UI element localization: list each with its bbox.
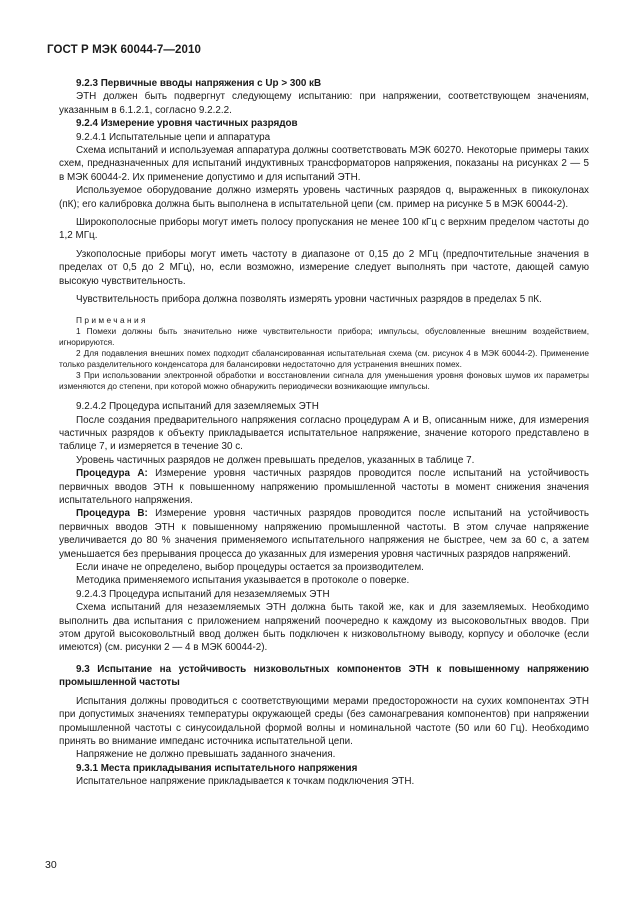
procedure-a-label: Процедура А: bbox=[76, 468, 148, 480]
subsection-heading-9-2-4-2: 9.2.4.2 Процедура испытаний для заземляемых ЭТН bbox=[76, 401, 319, 413]
subsection-heading-9-2-4-3: 9.2.4.3 Процедура испытаний для незаземляемых ЭТН bbox=[76, 588, 330, 600]
document-header: ГОСТ Р МЭК 60044-7—2010 bbox=[47, 44, 201, 56]
paragraph: Уровень частичных разрядов не должен превышать пределов, указанных в таблице 7. bbox=[76, 454, 475, 466]
page-content bbox=[59, 77, 589, 789]
note-1: 1 Помехи должны быть значительно ниже чувствительности прибора; импульсы, обусловленные внешним воздействием, игнорируются. bbox=[59, 325, 589, 347]
note-3: 3 При использовании электронной обработки и восстановлении сигнала для уменьшения уровня фоновых шумов их параметры изменяются до степени, при которой можно обнаружить периодически возникающие импульсы. bbox=[59, 369, 589, 392]
section-heading-9-2-4: 9.2.4 Измерение уровня частичных разрядов bbox=[76, 118, 298, 130]
paragraph: Методика применяемого испытания указывается в протоколе о поверке. bbox=[76, 575, 410, 587]
note-2: 2 Для подавления внешних помех подходит сбалансированная испытательная схема (см. рисунок 4 в МЭК 60044-2). Применение только разделительного конденсатора для балансировки недостаточно для устранения внешних помех. bbox=[59, 347, 589, 369]
paragraph: Чувствительность прибора должна позволять измерять уровни частичных разрядов в пределах 5 пК. bbox=[76, 294, 542, 306]
procedure-a-paragraph bbox=[59, 467, 589, 507]
notes-title: Примечания bbox=[76, 314, 148, 325]
paragraph: Схема испытаний для незаземляемых ЭТН должна быть такой же, как и для заземляемых. Необходимо выполнить два испытания с приложением напряжений поочередно к каждому из высоковольтных вводов. При этом другой высоковольтный ввод должен быть подключен к низковольтному выводу, корпусу и оболочке (если имеются) (см. рисунки 2 — 4 в МЭК 60044-2). bbox=[59, 602, 589, 654]
paragraph: После создания предварительного напряжения согласно процедурам А и В, описанным ниже, для измерения частичных разрядов к объекту прикладывается испытательное напряжение, значение которого представлено в таблице 7, и измеряется в течение 30 с. bbox=[59, 414, 589, 453]
paragraph: Схема испытаний и используемая аппаратура должны соответствовать МЭК 60270. Некоторые примеры таких схем, предназначенных для испытаний индуктивных трансформаторов напряжения, показаны на рисунках 2 — 5 в МЭК 60044-2. Их применение допустимо и для испытаний ЭТН. bbox=[59, 145, 589, 183]
notes-block bbox=[59, 315, 589, 393]
paragraph: Испытания должны проводиться с соответствующими мерами предосторожности на сухих компонентах ЭТН при допустимых значениях температуры окружающей среды (без самонагревания компонентов) при напряжении промышленной частоты с синусоидальной формой волны и номинальной частоте (50 или 60 Гц). Необходимо принять во внимание импеданс источника испытательной цепи. bbox=[59, 695, 589, 747]
section-heading-9-2-3: 9.2.3 Первичные вводы напряжения с Uр > 300 кВ bbox=[76, 78, 322, 89]
procedure-b-label: Процедура В: bbox=[76, 508, 148, 520]
paragraph: Испытательное напряжение прикладывается к точкам подключения ЭТН. bbox=[76, 776, 415, 788]
section-heading-9-3: 9.3 Испытание на устойчивость низковольтных компонентов ЭТН к повышенному напряжению промышленной частоты bbox=[59, 663, 589, 689]
paragraph: Если иначе не определено, выбор процедуры остается за производителем. bbox=[76, 562, 424, 574]
procedure-b-text: Измерение уровня частичных разрядов проводится после испытаний на устойчивость первичных вводов ЭТН к повышенному напряжению промышленной частоты. В этом случае напряжение увеличивается до 80 % значения применяемого испытательного напряжения не быстрее, чем за 60 с, а затем уменьшается без прерывания процесса до указанных для измерения уровня частичных разрядов напряжений. bbox=[59, 508, 589, 560]
paragraph: Широкополосные приборы могут иметь полосу пропускания не менее 100 кГц с верхним пределом частоты до 1,2 МГц. bbox=[59, 217, 589, 242]
page-number: 30 bbox=[45, 859, 57, 871]
paragraph: ЭТН должен быть подвергнут следующему испытанию: при напряжении, соответствующем значениям, указанным в 6.1.2.1, согласно 9.2.2.2. bbox=[59, 91, 589, 116]
paragraph: Узкополосные приборы могут иметь частоту в диапазоне от 0,15 до 2 МГц (предпочтительные значения в пределах от 0,5 до 2 МГц), но, если возможно, измерение следует выполнять при частоте, дающей самую высокую чувствительность. bbox=[59, 248, 589, 287]
section-heading-9-3-1: 9.3.1 Места прикладывания испытательного напряжения bbox=[76, 762, 358, 774]
paragraph: Напряжение не должно превышать заданного значения. bbox=[76, 749, 336, 761]
paragraph: Используемое оборудование должно измерять уровень частичных разрядов q, выраженных в пикокулонах (пК); его калибровка должна быть выполнена в испытательной цепи (см. пример на рисунке 5 в МЭК 60044-2). bbox=[59, 185, 589, 210]
procedure-b-paragraph bbox=[59, 507, 589, 561]
subsection-heading-9-2-4-1: 9.2.4.1 Испытательные цепи и аппаратура bbox=[76, 131, 271, 143]
procedure-a-text: Измерение уровня частичных разрядов проводится после испытаний на устойчивость первичных вводов ЭТН к повышенному напряжению промышленной частоты в момент снижения значения испытательного напряжения. bbox=[59, 468, 589, 506]
